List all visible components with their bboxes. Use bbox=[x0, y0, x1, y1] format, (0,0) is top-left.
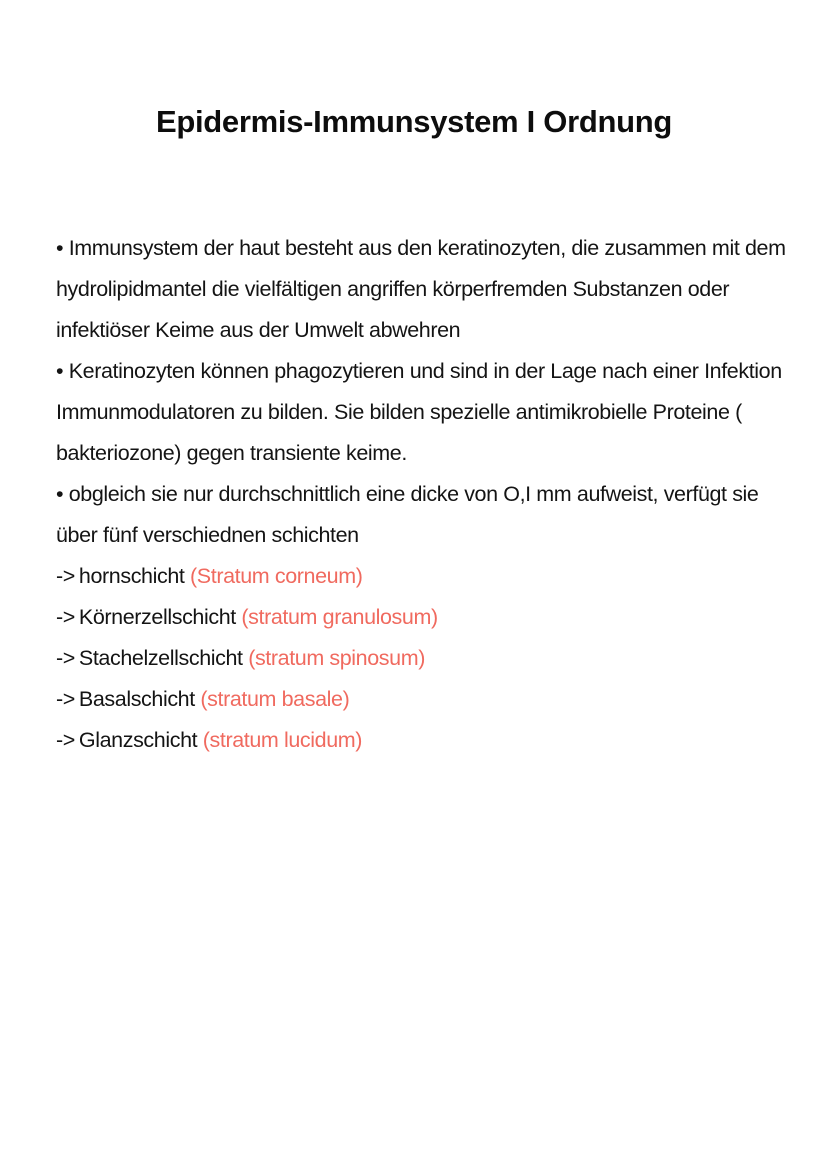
layer-item-stratum-spinosum bbox=[56, 638, 786, 679]
arrow-marker: -> bbox=[56, 728, 75, 752]
layer-item-stratum-basale bbox=[56, 679, 786, 720]
layer-name: Basalschicht bbox=[78, 687, 195, 711]
arrow-marker: -> bbox=[56, 646, 75, 670]
bullet-keratinocytes: • Keratinozyten können phagozytieren und sind in der Lage nach einer Infektion Immunmodulatoren zu bilden. Sie bilden spezielle antimikrobielle Proteine ( bakteriozone) gegen transiente keime. bbox=[56, 359, 782, 465]
layer-item-stratum-corneum bbox=[56, 556, 786, 597]
bullet-layers-intro: • obgleich sie nur durchschnittlich eine dicke von O,I mm aufweist, verfügt sie über fünf verschiednen schichten bbox=[56, 482, 759, 547]
arrow-marker: -> bbox=[56, 605, 75, 629]
layer-item-stratum-lucidum bbox=[56, 720, 786, 761]
bullet-immune-system: • Immunsystem der haut besteht aus den keratinozyten, die zusammen mit dem hydrolipidmantel die vielfältigen angriffen körperfremden Substanzen oder infektiöser Keime aus der Umwelt abwehren bbox=[56, 236, 786, 342]
layer-latin-name: (stratum basale) bbox=[200, 687, 350, 711]
layer-latin-name: (Stratum corneum) bbox=[190, 564, 363, 588]
notes-body bbox=[56, 228, 786, 761]
layer-name: Stachelzellschicht bbox=[78, 646, 243, 670]
layer-latin-name: (stratum lucidum) bbox=[202, 728, 363, 752]
layer-item-stratum-granulosum bbox=[56, 597, 786, 638]
layer-latin-name: (stratum granulosum) bbox=[241, 605, 438, 629]
layer-name: hornschicht bbox=[78, 564, 185, 588]
layer-latin-name: (stratum spinosum) bbox=[248, 646, 425, 670]
layer-name: Glanzschicht bbox=[78, 728, 198, 752]
layer-name: Körnerzellschicht bbox=[78, 605, 236, 629]
page-title: Epidermis-Immunsystem I Ordnung bbox=[155, 104, 673, 139]
arrow-marker: -> bbox=[56, 687, 75, 711]
arrow-marker: -> bbox=[56, 564, 75, 588]
